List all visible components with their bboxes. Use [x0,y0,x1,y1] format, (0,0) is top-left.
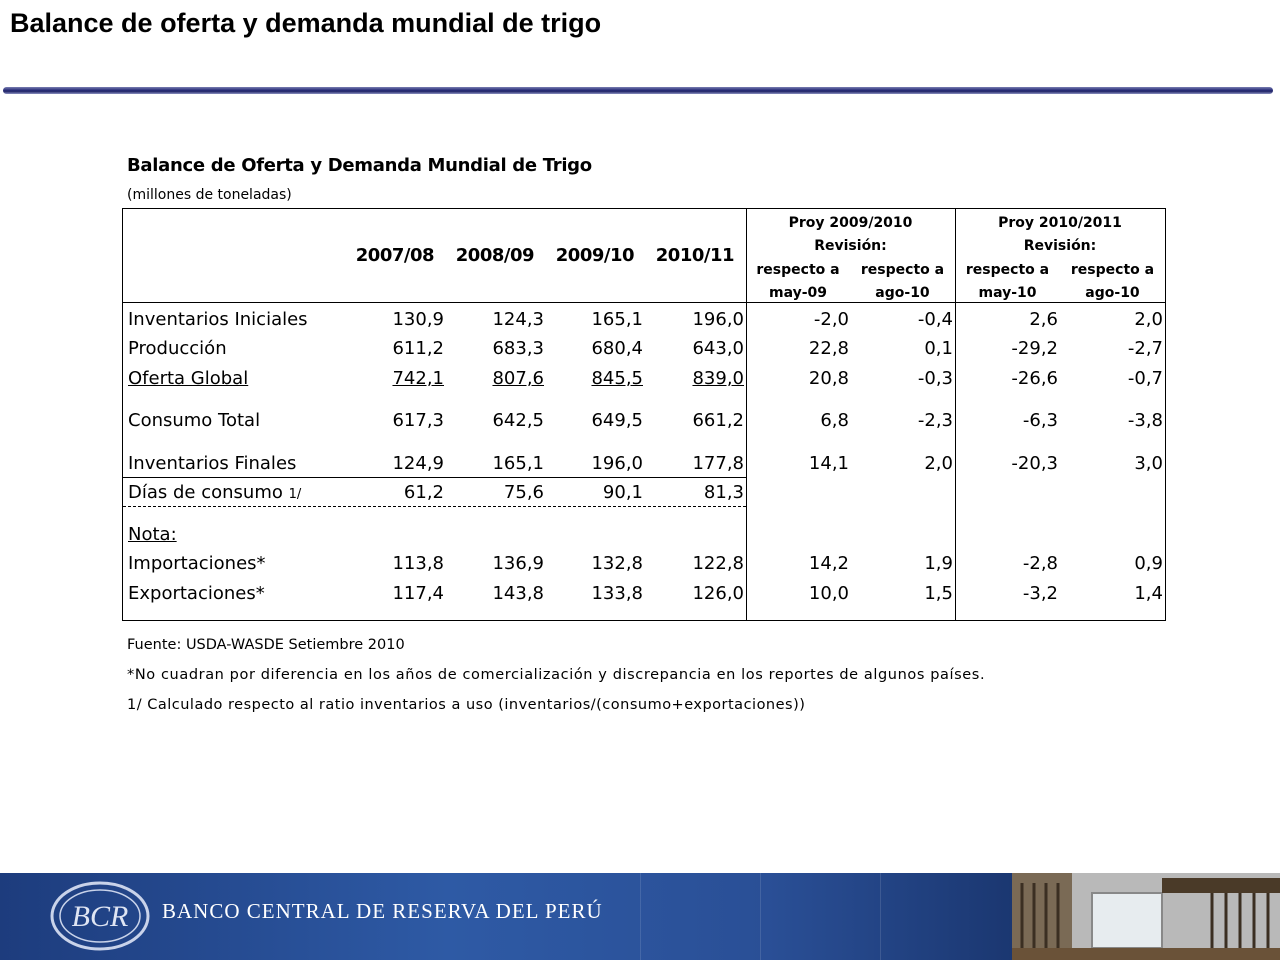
header-year: 2009/10 [555,245,634,266]
table-cell: 90,1 [602,482,643,503]
header-respecto: respecto a [756,262,840,278]
title-divider [3,87,1273,94]
table-cell: 113,8 [392,553,444,574]
row-divider-dashed [123,506,746,507]
table-cell: 143,8 [492,583,544,604]
row-label: Oferta Global [128,368,249,389]
table-cell: -26,6 [1011,368,1058,389]
table-cell: 20,8 [808,368,849,389]
table-cell: -0,4 [917,309,953,330]
header-proj-2009: Proy 2009/2010 [788,215,913,231]
table-cell: 642,5 [492,410,544,431]
table-cell: 845,5 [591,368,643,389]
table-cell: 0,9 [1134,553,1163,574]
table-cell: 22,8 [808,338,849,359]
footnote-source: Fuente: USDA-WASDE Setiembre 2010 [127,637,405,653]
header-divider [123,302,1165,303]
table-cell: 136,9 [492,553,544,574]
table-cell: -6,3 [1022,410,1058,431]
table-cell: 75,6 [503,482,544,503]
row-label: Inventarios Iniciales [128,309,308,330]
table-cell: 81,3 [703,482,744,503]
row-label: Producción [128,338,227,359]
table-cell: 165,1 [591,309,643,330]
table-subtitle: (millones de toneladas) [127,187,292,203]
table-cell: 839,0 [692,368,744,389]
table-cell: -2,0 [813,309,849,330]
table-cell: 133,8 [591,583,643,604]
header-period: may-10 [978,285,1037,301]
footer-banner [0,873,1280,960]
table-cell: 617,3 [392,410,444,431]
header-period: may-09 [768,285,828,301]
row-label: Inventarios Finales [128,453,297,474]
row-label-text: Días de consumo [128,482,283,503]
header-proj-2010: Proy 2010/2011 [998,215,1122,231]
table-cell: 649,5 [591,410,643,431]
table-cell: 10,0 [808,583,849,604]
table-cell: 14,1 [808,453,849,474]
svg-text:BCR: BCR [71,900,129,933]
table-cell: 3,0 [1134,453,1163,474]
table-cell: 124,3 [492,309,544,330]
header-respecto: respecto a [965,262,1050,278]
footnote-star: *No cuadran por diferencia en los años de comercialización y discrepancia en los reportes de algunos países. [127,667,986,683]
table-cell: 0,1 [924,338,953,359]
table-cell: 2,0 [924,453,953,474]
table-cell: 742,1 [392,368,444,389]
slide-title: Balance de oferta y demanda mundial de trigo [10,8,602,38]
row-label: Nota: [128,524,177,545]
table-title: Balance de Oferta y Demanda Mundial de Trigo [127,155,592,176]
header-period: ago-10 [1085,285,1140,301]
table-cell: 126,0 [692,583,744,604]
footer-stripe [640,873,641,960]
table-cell: -2,8 [1022,553,1058,574]
footnote-ratio: 1/ Calculado respecto al ratio inventarios a uso (inventarios/(consumo+exportaciones)) [127,697,806,713]
row-label-note: 1/ [288,487,302,502]
table-cell: 2,0 [1134,309,1163,330]
table-cell: 643,0 [692,338,744,359]
table-cell: -2,3 [917,410,953,431]
table-cell: 1,9 [924,553,953,574]
bcr-logo-icon [48,879,152,953]
row-label: Importaciones* [128,553,266,574]
header-period: ago-10 [875,285,930,301]
table-cell: 132,8 [591,553,643,574]
table-cell: 177,8 [692,453,744,474]
header-revision: Revisión: [814,238,887,254]
table-cell: 661,2 [692,410,744,431]
table-cell: -0,7 [1127,368,1163,389]
table-cell: 196,0 [692,309,744,330]
bank-name: BANCO CENTRAL DE RESERVA DEL PERÚ [162,899,603,923]
table-cell: -2,7 [1127,338,1163,359]
header-respecto: respecto a [1070,262,1155,278]
table-cell: 14,2 [808,553,849,574]
row-label: Exportaciones* [128,583,265,604]
table-cell: 680,4 [591,338,643,359]
table-cell: 807,6 [492,368,544,389]
table-cell: -0,3 [917,368,953,389]
row-divider [123,477,746,478]
table-cell: 117,4 [392,583,444,604]
header-year: 2008/09 [455,245,534,266]
table-cell: 6,8 [820,410,849,431]
row-label [128,482,301,503]
table-cell: 1,4 [1134,583,1163,604]
table-cell: 130,9 [392,309,444,330]
footer-photo [1012,873,1280,960]
table-cell: -3,8 [1127,410,1163,431]
table-cell: 124,9 [392,453,444,474]
table-cell: 1,5 [924,583,953,604]
data-table [122,208,1166,621]
table-cell: 196,0 [591,453,643,474]
table-cell: -29,2 [1011,338,1058,359]
table-cell: 165,1 [492,453,544,474]
header-revision: Revisión: [1023,238,1097,254]
header-year: 2010/11 [655,245,734,266]
table-cell: 61,2 [403,482,444,503]
table-cell: -3,2 [1022,583,1058,604]
header-year: 2007/08 [355,245,434,266]
building-interior-icon [1012,873,1280,960]
table-cell: 683,3 [492,338,544,359]
header-respecto: respecto a [860,262,945,278]
row-label: Consumo Total [128,410,261,431]
footer-stripe [880,873,881,960]
table-cell: 2,6 [1029,309,1058,330]
footer-stripe [760,873,761,960]
table-cell: 611,2 [392,338,444,359]
table-cell: 122,8 [692,553,744,574]
table-cell: -20,3 [1011,453,1058,474]
